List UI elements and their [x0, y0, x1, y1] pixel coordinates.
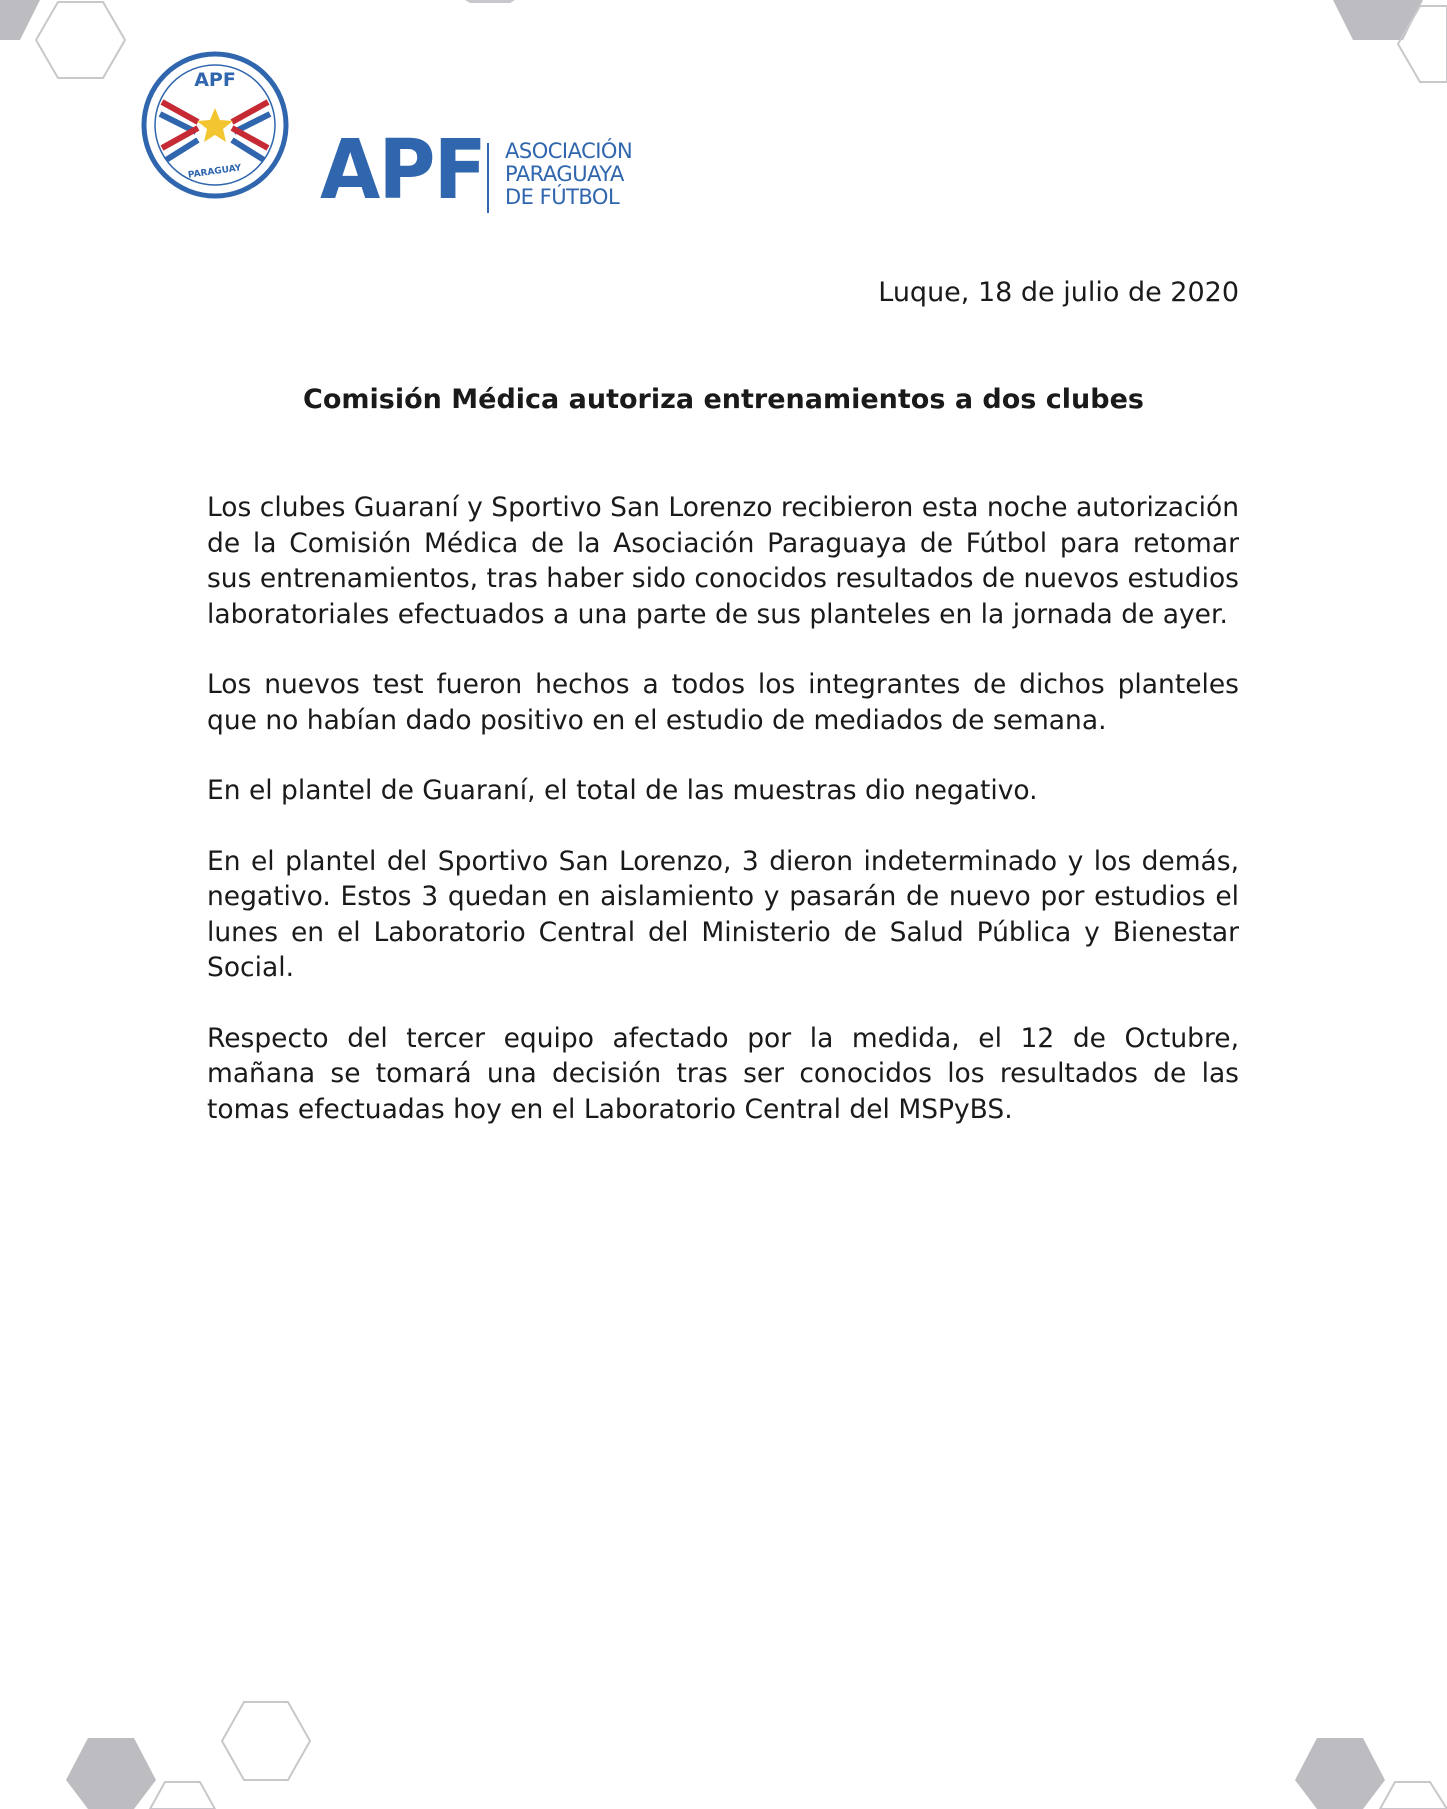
body-paragraph: En el plantel de Guaraní, el total de las muestras dio negativo.: [207, 775, 1038, 806]
seal-top-text: APF: [194, 69, 236, 91]
document-date: Luque, 18 de julio de 2020: [878, 277, 1239, 308]
document-body: [207, 490, 1239, 1162]
association-line: DE FÚTBOL: [505, 185, 620, 209]
hexagon-shape: [1380, 1782, 1447, 1809]
logo-divider: [487, 143, 489, 213]
association-line: PARAGUAYA: [505, 162, 624, 186]
hexagon-shape: [66, 1738, 156, 1809]
association-line: ASOCIACIÓN: [505, 139, 633, 163]
hexagon-shape: [1333, 0, 1423, 40]
hexagon-shape: [36, 2, 125, 78]
hexagon-shape: [150, 1782, 215, 1809]
apf-wordmark: APF: [320, 123, 485, 218]
hexagon-shape: [0, 0, 40, 40]
hexagon-shape: [1295, 1738, 1385, 1809]
hexagon-shape: [465, 0, 515, 3]
body-paragraph: Respecto del tercer equipo afectado por la medida, el 12 de Octubre, mañana se tomará una decisión tras ser conocidos los resultados de las tomas efectuadas hoy en el Laboratorio Central del MSPyBS.: [207, 1022, 1239, 1125]
apf-logo: [140, 50, 740, 218]
body-paragraph: En el plantel del Sportivo San Lorenzo, 3 dieron indeterminado y los demás, negativo. Estos 3 quedan en aislamiento y pasarán de nuevo por estudios el lunes en el Laboratorio Central del Ministerio de Salud Pública y Bienestar Social.: [207, 845, 1239, 983]
hexagon-shape: [222, 1702, 310, 1780]
body-paragraph: Los nuevos test fueron hechos a todos los integrantes de dichos planteles que no habían dado positivo en el estudio de mediados de semana.: [207, 669, 1239, 736]
seal-bottom-text: PARAGUAY: [187, 163, 242, 181]
document-title: Comisión Médica autoriza entrenamientos a dos clubes: [303, 384, 1144, 415]
body-paragraph: Los clubes Guaraní y Sportivo San Lorenzo recibieron esta noche autorización de la Comisión Médica de la Asociación Paraguaya de Fútbol para retomar sus entrenamientos, tras haber sido conocidos resultados de nuevos estudios laboratoriales efectuados a una parte de sus planteles en la jornada de ayer.: [207, 492, 1239, 630]
apf-seal-icon: [140, 50, 290, 200]
association-name: [505, 140, 632, 209]
